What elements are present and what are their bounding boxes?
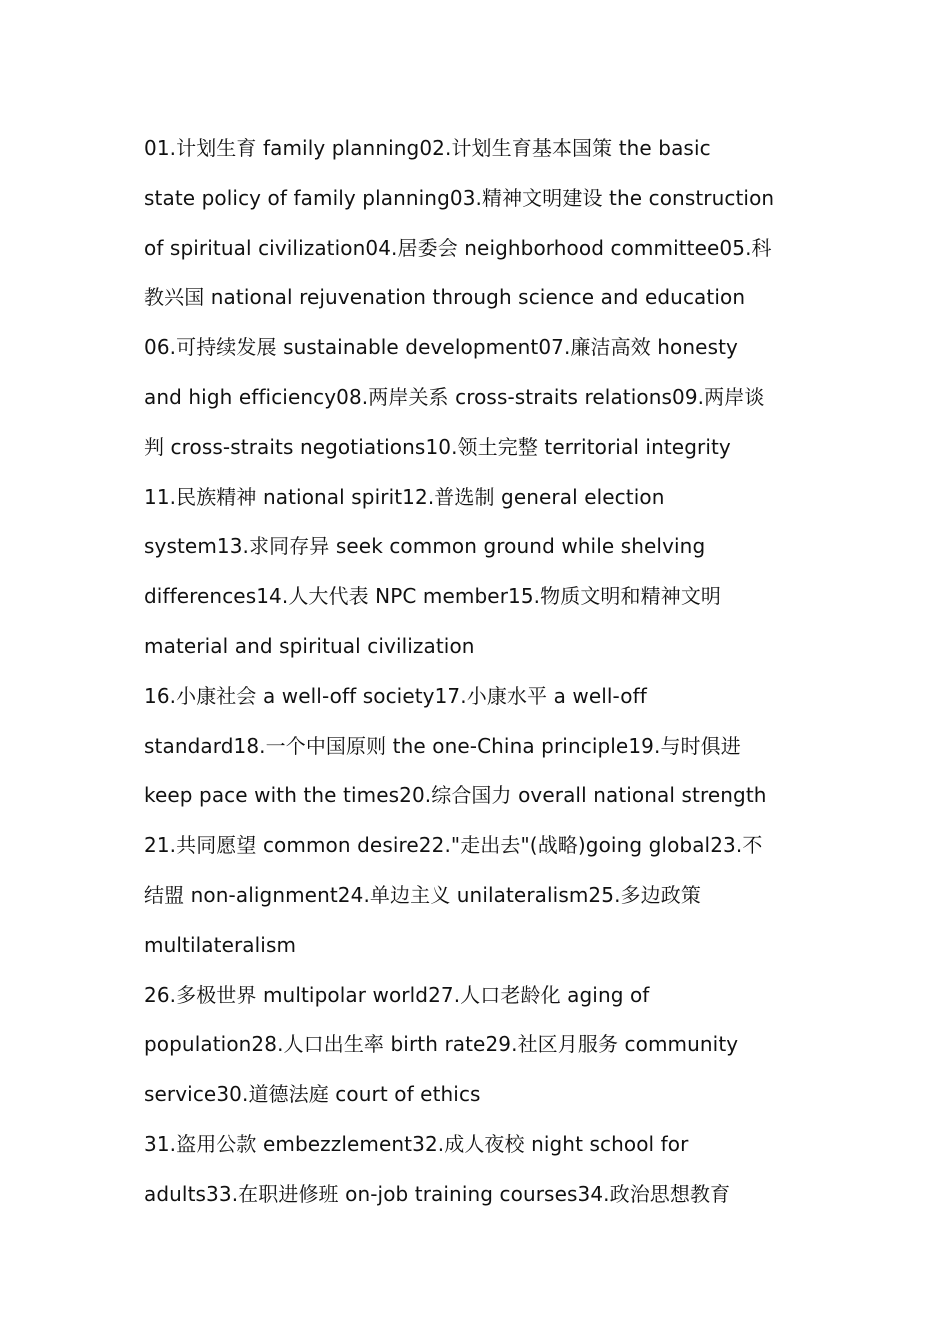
text-line: 06.可持续发展 sustainable development07.廉洁高效 honesty [144, 335, 738, 360]
text-line: system13.求同存异 seek common ground while shelving [144, 534, 706, 559]
text-line: differences14.人大代表 NPC member15.物质文明和精神文明 [144, 584, 722, 609]
text-line: population28.人口出生率 birth rate29.社区月服务 community [144, 1032, 739, 1057]
text-line: 11.民族精神 national spirit12.普选制 general election [144, 484, 665, 509]
text-line: 31.盗用公款 embezzlement32.成人夜校 night school for [144, 1131, 689, 1156]
text-line: 01.计划生育 family planning02.计划生育基本国策 the basic [144, 136, 711, 160]
text-line: 26.多极世界 multipolar world27.人口老龄化 aging of [144, 982, 650, 1007]
glossary-text-block [144, 124, 804, 1220]
text-line: 21.共同愿望 common desire22."走出去"(战略)going global23.不 [144, 833, 763, 858]
text-line: adults33.在职进修班 on-job training courses34.政治思想教育 [144, 1181, 731, 1206]
text-line: standard18.一个中国原则 the one-China principle19.与时俱进 [144, 733, 741, 758]
text-line: multilateralism [144, 932, 297, 957]
text-line: of spiritual civilization04.居委会 neighborhood committee05.科 [144, 235, 772, 260]
text-line: 教兴国 national rejuvenation through science and education [144, 285, 746, 310]
text-line: 结盟 non-alignment24.单边主义 unilateralism25.多边政策 [144, 882, 701, 907]
text-line: state policy of family planning03.精神文明建设 the construction [144, 185, 775, 210]
text-line: 判 cross-straits negotiations10.领土完整 territorial integrity [144, 434, 731, 459]
text-line: 16.小康社会 a well-off society17.小康水平 a well-off [144, 683, 647, 708]
text-line: material and spiritual civilization [144, 633, 475, 658]
text-line: keep pace with the times20.综合国力 overall national strength [144, 783, 767, 808]
text-line: and high efficiency08.两岸关系 cross-straits relations09.两岸谈 [144, 384, 765, 409]
text-line: service30.道德法庭 court of ethics [144, 1082, 481, 1107]
